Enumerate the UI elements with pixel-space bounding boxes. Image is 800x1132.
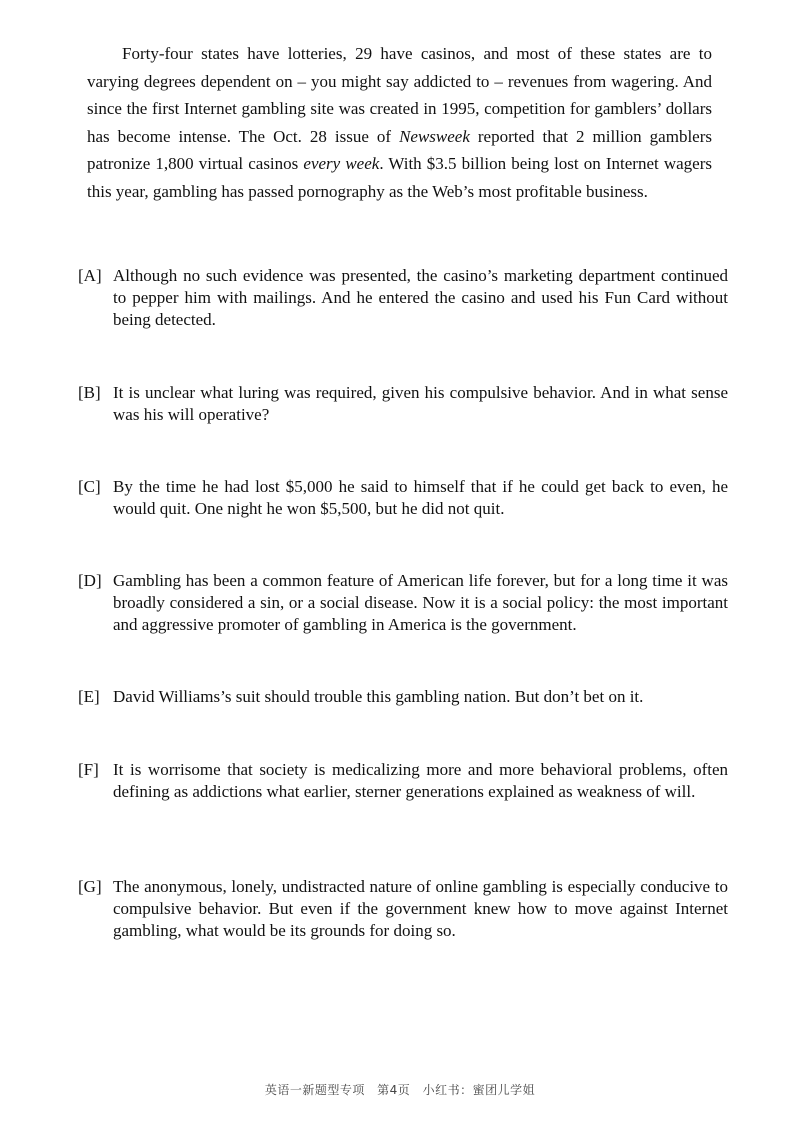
option-text: David Williams’s suit should trouble this gambling nation. But don’t bet on it. — [113, 687, 644, 706]
page-footer — [0, 1081, 800, 1098]
option-text: Although no such evidence was presented, the casino’s marketing department continued to pepper him with mailings. And he entered the casino and used his Fun Card without being detected. — [113, 266, 728, 329]
option-a — [78, 265, 728, 331]
magazine-name: Newsweek — [399, 126, 470, 146]
intro-text-part3: . With $3.5 billion being lost on Internet wagers this year, gambling has passed pornography as the Web’s most profitable business. — [87, 154, 713, 201]
option-b — [78, 382, 728, 426]
footer-page-number: 第4页 — [377, 1083, 411, 1097]
footer-source: 小红书：蜜团儿学姐 — [422, 1083, 536, 1097]
option-text: It is unclear what luring was required, given his compulsive behavior. And in what sense was his will operative? — [113, 383, 728, 424]
option-label: [D] — [78, 571, 102, 590]
footer-title: 英语一新题型专项 — [264, 1083, 365, 1097]
option-text: It is worrisome that society is medicalizing more and more behavioral problems, often defining as addictions what earlier, sterner generations explained as weakness of will. — [113, 760, 728, 801]
option-text: Gambling has been a common feature of American life forever, but for a long time it was broadly considered a sin, or a social disease. Now it is a social policy: the most important and aggressive promoter of gambling in America is the government. — [113, 571, 728, 634]
intro-paragraph — [87, 40, 712, 205]
option-label: [E] — [78, 687, 100, 706]
emphasis-text: every week — [303, 154, 380, 173]
option-c — [78, 476, 728, 520]
option-label: [B] — [78, 383, 101, 402]
option-e — [78, 686, 728, 708]
option-label: [C] — [78, 477, 101, 496]
option-d — [78, 570, 728, 636]
option-g — [78, 876, 728, 942]
option-text: By the time he had lost $5,000 he said to himself that if he could get back to even, he would quit. One night he won $5,500, but he did not quit. — [113, 477, 728, 518]
option-label: [G] — [78, 877, 102, 896]
option-f — [78, 759, 728, 803]
intro-text-part1: Forty-four states have lotteries, 29 have casinos, and most of these states are to varying degrees dependent on – you might say addicted to – revenues from wagering. And since the first Internet gambling site was created in 1995, competition for gamblers’ dollars has become intense. The Oct. 28 issue of — [87, 44, 712, 146]
option-label: [F] — [78, 760, 99, 779]
option-text: The anonymous, lonely, undistracted nature of online gambling is especially conducive to compulsive behavior. But even if the government knew how to move against Internet gambling, what would be its grounds for doing so. — [113, 877, 728, 940]
intro-text-part2: reported that 2 million gamblers patronize 1,800 virtual casinos — [87, 126, 712, 173]
option-label: [A] — [78, 266, 102, 285]
